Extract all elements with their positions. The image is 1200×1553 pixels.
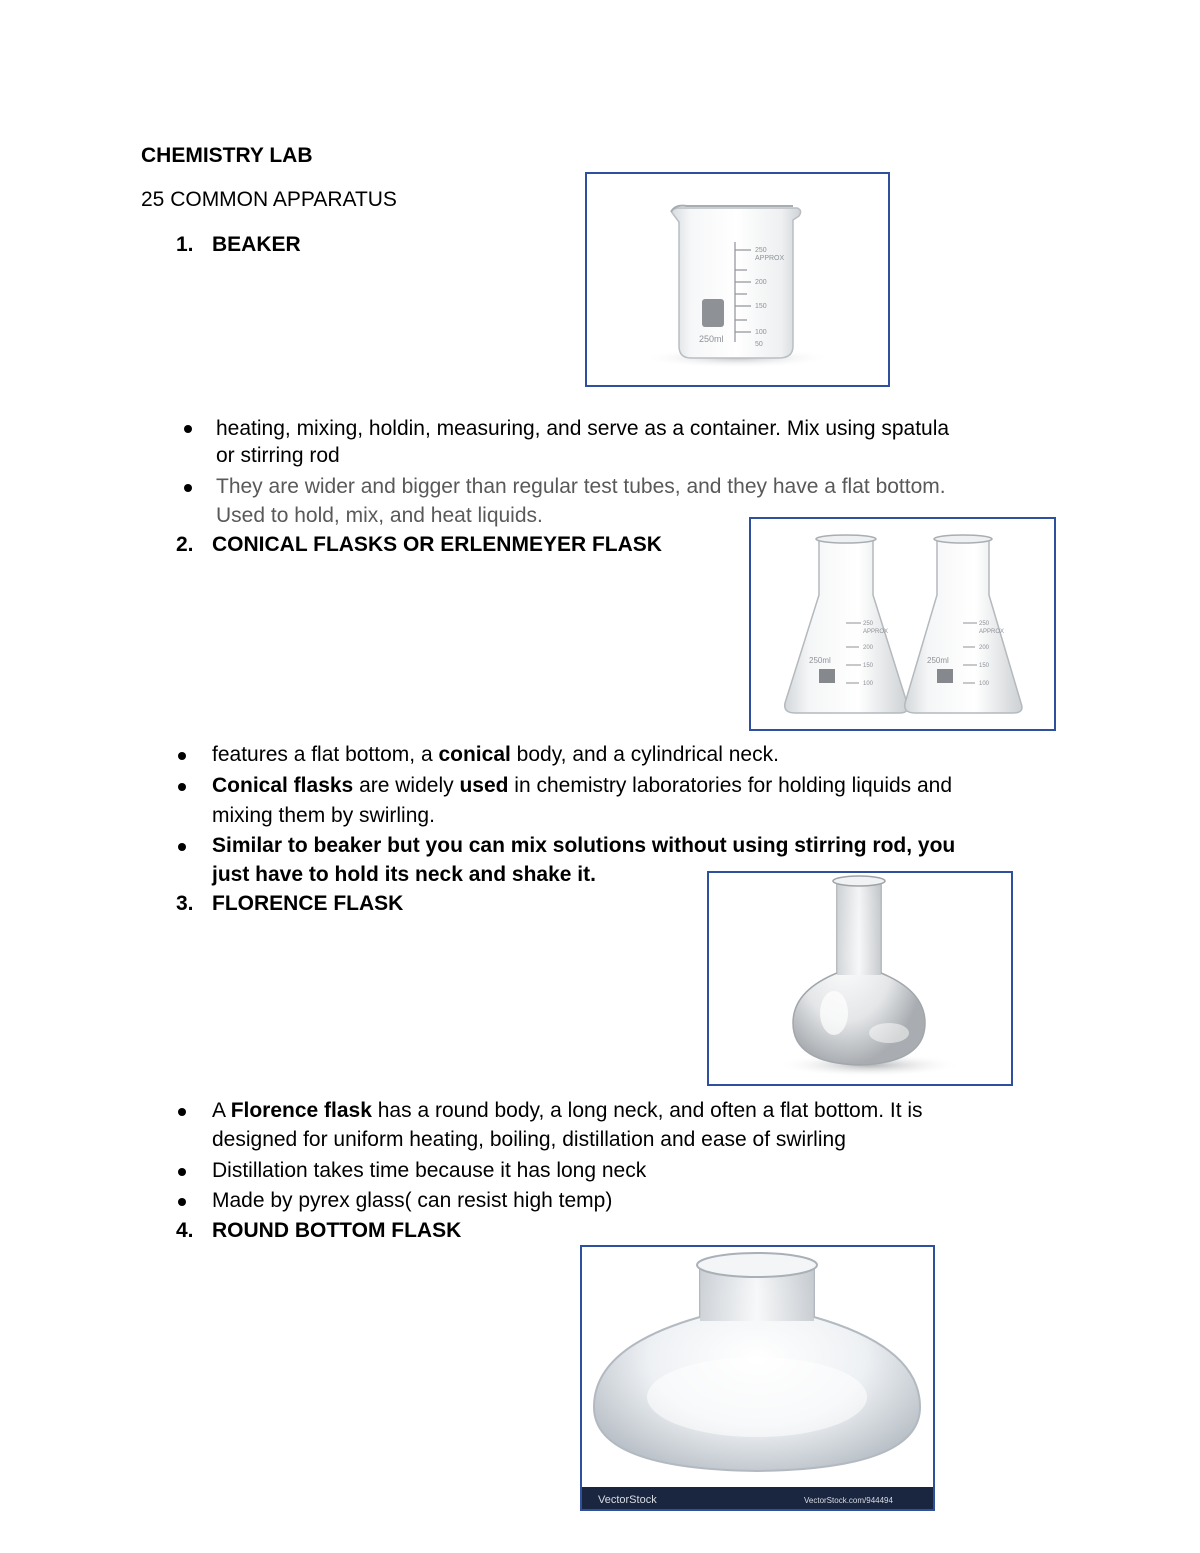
section-number: 3. (176, 892, 194, 915)
beaker-volume-label: 250ml (699, 334, 724, 344)
watermark-left: VectorStock (598, 1494, 657, 1506)
bullet-icon (184, 425, 192, 433)
document-title: CHEMISTRY LAB (141, 144, 313, 167)
flask1-volume-label: 250ml (809, 656, 831, 665)
florence-bullet-3: Made by pyrex glass( can resist high temp) (212, 1189, 613, 1212)
watermark-right: VectorStock.com/944494 (804, 1496, 893, 1505)
text-run: are widely (353, 774, 460, 797)
bullet-icon (178, 843, 186, 851)
document-subtitle: 25 COMMON APPARATUS (141, 188, 397, 211)
beaker-bullet-1-line1: heating, mixing, holdin, measuring, and serve as a container. Mix using spatula (216, 417, 950, 440)
flask2-mark-approx: APPROX (979, 629, 1005, 635)
text-run: in chemistry laboratories for holding liquids and (508, 774, 953, 797)
bullet-icon (178, 1198, 186, 1206)
round-bottom-flask-photo-icon (582, 1247, 933, 1509)
beaker-mark-150: 150 (755, 303, 767, 310)
beaker-mark-200: 200 (755, 279, 767, 286)
erlenmeyer-flasks-image (749, 517, 1056, 731)
flask2-mark-200: 200 (979, 645, 990, 651)
flask2-mark-250: 250 (979, 621, 990, 627)
flask1-mark-100: 100 (863, 681, 874, 687)
bullet-icon (178, 752, 186, 760)
florence-bullet-1-line1 (212, 1096, 923, 1126)
section-number: 4. (176, 1219, 194, 1242)
section-number: 1. (176, 233, 194, 256)
conical-bullet-2-line1 (212, 771, 952, 801)
conical-bullet-3-line2: just have to hold its neck and shake it. (212, 863, 596, 886)
section-heading-beaker: BEAKER (212, 233, 301, 256)
bullet-icon (178, 783, 186, 791)
flask2-mark-100: 100 (979, 681, 990, 687)
beaker-mark-50: 50 (755, 341, 763, 348)
text-run-bold: Conical flasks (212, 774, 354, 797)
text-run-bold: Florence flask (230, 1099, 372, 1122)
beaker-mark-approx: APPROX (755, 255, 785, 262)
beaker-mark-250: 250 (755, 247, 767, 254)
beaker-bullet-1-line2: or stirring rod (216, 444, 340, 467)
bullet-icon (184, 484, 192, 492)
conical-bullet-1 (212, 740, 779, 770)
flask1-mark-250: 250 (863, 621, 874, 627)
conical-bullet-3-line1: Similar to beaker but you can mix solutions without using stirring rod, you (212, 834, 956, 857)
erlenmeyer-flasks-photo-icon (751, 519, 1054, 729)
beaker-image (585, 172, 890, 387)
section-heading-round-bottom-flask: ROUND BOTTOM FLASK (212, 1219, 462, 1242)
bullet-icon (178, 1168, 186, 1176)
flask1-mark-200: 200 (863, 645, 874, 651)
text-run-bold: conical (438, 743, 511, 766)
section-number: 2. (176, 533, 194, 556)
text-run: A (212, 1099, 231, 1122)
bullet-icon (178, 1108, 186, 1116)
text-run: has a round body, a long neck, and often a flat bottom. It is (371, 1099, 923, 1122)
flask2-volume-label: 250ml (927, 656, 949, 665)
florence-bullet-2: Distillation takes time because it has long neck (212, 1159, 647, 1182)
flask1-mark-approx: APPROX (863, 629, 889, 635)
conical-bullet-2-line2: mixing them by swirling. (212, 804, 435, 827)
florence-bullet-1-line2: designed for uniform heating, boiling, distillation and ease of swirling (212, 1128, 846, 1151)
section-heading-florence-flask: FLORENCE FLASK (212, 892, 404, 915)
beaker-bullet-2-line1: They are wider and bigger than regular test tubes, and they have a flat bottom. (216, 475, 946, 498)
flask2-mark-150: 150 (979, 663, 990, 669)
beaker-photo-icon (587, 174, 888, 385)
beaker-mark-100: 100 (755, 329, 767, 336)
beaker-bullet-2-line2: Used to hold, mix, and heat liquids. (216, 504, 543, 527)
section-heading-conical-flask: CONICAL FLASKS OR ERLENMEYER FLASK (212, 533, 662, 556)
florence-flask-image (707, 871, 1013, 1086)
text-run: body, and a cylindrical neck. (510, 743, 779, 766)
round-bottom-flask-image (580, 1245, 935, 1511)
text-run: features a flat bottom, a (212, 743, 439, 766)
flask1-mark-150: 150 (863, 663, 874, 669)
florence-flask-photo-icon (709, 873, 1011, 1084)
text-run-bold: used (459, 774, 509, 797)
